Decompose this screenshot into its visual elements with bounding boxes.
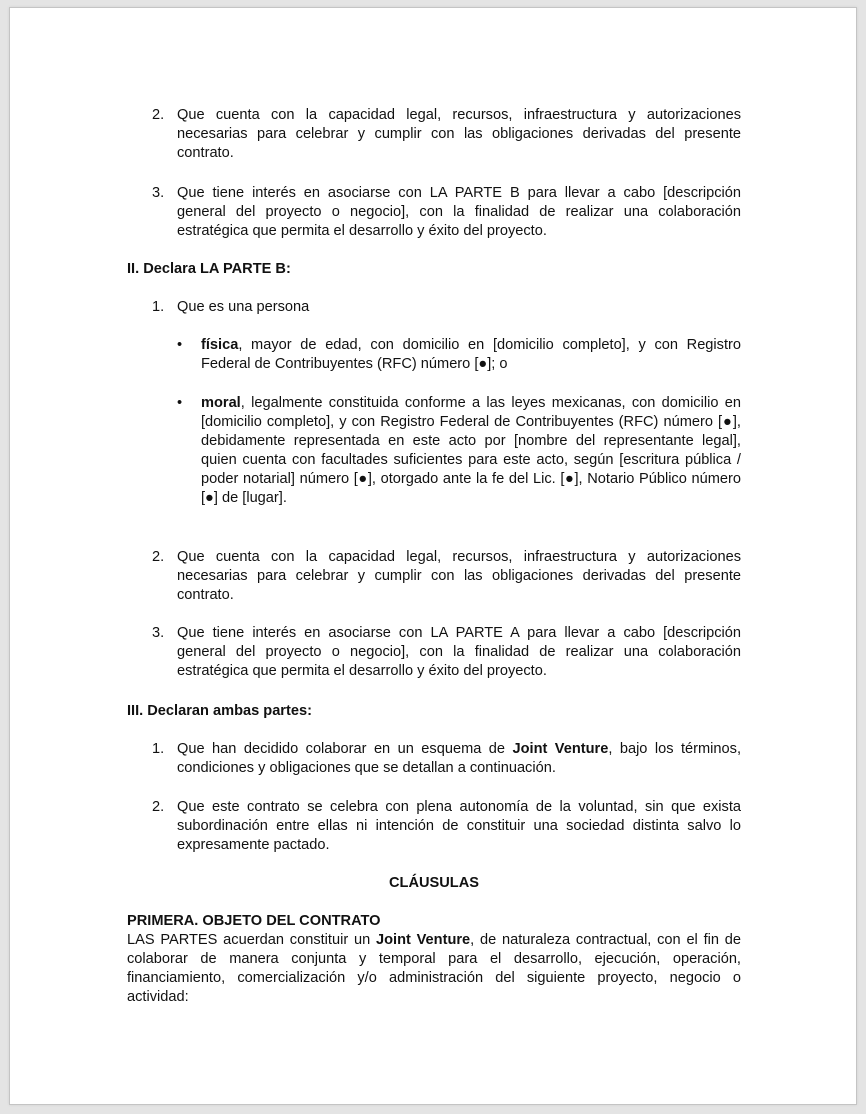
list-item-parte-a-3 [152, 184, 741, 241]
list-number: 3. [152, 625, 165, 641]
list-number: 2. [152, 107, 165, 123]
bullet-icon: • [177, 395, 183, 411]
list-text: Que cuenta con la capacidad legal, recursos, infraestructura y autorizaciones necesarias para celebrar y cumplir con las obligaciones derivadas del presente contrato. [177, 549, 741, 603]
list-number: 2. [152, 549, 165, 565]
text-fragment: , de naturaleza contractual, con el fin de colaborar de manera conjunta y temporal para el desarrollo, ejecución, operación, financiamiento, comercialización y/o administración del siguiente proyecto, negocio o actividad: [127, 932, 741, 1005]
bullet-item-fisica [177, 336, 741, 374]
bullet-item-moral [177, 394, 741, 508]
document-page [9, 7, 857, 1105]
list-number: 1. [152, 741, 165, 757]
bullet-text [201, 336, 741, 374]
list-text: Que cuenta con la capacidad legal, recursos, infraestructura y autorizaciones necesarias para celebrar y cumplir con las obligaciones derivadas del presente contrato. [177, 107, 741, 161]
bold-term: Joint Venture [375, 932, 471, 948]
list-item-parte-a-2 [152, 106, 741, 163]
clausulas-title: CLÁUSULAS [389, 875, 479, 891]
text-fragment: Que han decidido colaborar en un esquema de [177, 741, 513, 757]
list-item-parte-b-1 [152, 298, 741, 317]
section-heading-parte-b: II. Declara LA PARTE B: [127, 261, 291, 277]
clause-heading-primera: PRIMERA. OBJETO DEL CONTRATO [127, 913, 381, 929]
list-number: 3. [152, 185, 165, 201]
list-number: 2. [152, 799, 165, 815]
list-text: Que tiene interés en asociarse con LA PARTE A para llevar a cabo [descripción general del proyecto o negocio], con la finalidad de realizar una colaboración estratégica que permita el desarrollo y éxito del proyecto. [177, 625, 741, 679]
bold-term: física [201, 337, 239, 353]
bold-term: moral [201, 395, 241, 411]
list-item-parte-b-2 [152, 548, 741, 605]
list-text: Que es una persona [177, 299, 310, 315]
text-fragment: LAS PARTES acuerdan constituir un [127, 932, 376, 948]
list-text [177, 740, 741, 778]
bullet-icon: • [177, 337, 183, 353]
list-number: 1. [152, 299, 165, 315]
bullet-text [201, 394, 741, 508]
bullet-body: , legalmente constituida conforme a las leyes mexicanas, con domicilio en [domicilio completo], y con Registro Federal de Contribuyentes (RFC) número [●], debidamente representada en este acto por [nombre del representante legal], quien cuenta con facultades suficientes para este acto, según [escritura pública / poder notarial] número [●], otorgado ante la fe del Lic. [●], Notario Público número [●] de [lugar]. [201, 395, 741, 506]
bullet-body: , mayor de edad, con domicilio en [domicilio completo], y con Registro Federal de Contribuyentes (RFC) número [●]; o [201, 337, 741, 372]
list-text: Que este contrato se celebra con plena autonomía de la voluntad, sin que exista subordinación entre ellas ni intención de constituir una sociedad distinta salvo lo expresamente pactado. [177, 799, 741, 853]
section-heading-ambas-partes: III. Declaran ambas partes: [127, 703, 312, 719]
list-item-ambas-2 [152, 798, 741, 855]
list-text: Que tiene interés en asociarse con LA PARTE B para llevar a cabo [descripción general del proyecto o negocio], con la finalidad de realizar una colaboración estratégica que permita el desarrollo y éxito del proyecto. [177, 185, 741, 239]
text-fragment: , bajo los términos, condiciones y obligaciones que se detallan a continuación. [177, 741, 741, 776]
list-item-parte-b-3 [152, 624, 741, 681]
list-item-ambas-1 [152, 740, 741, 778]
clause-paragraph-primera [127, 931, 741, 1007]
bold-term: Joint Venture [512, 741, 609, 757]
